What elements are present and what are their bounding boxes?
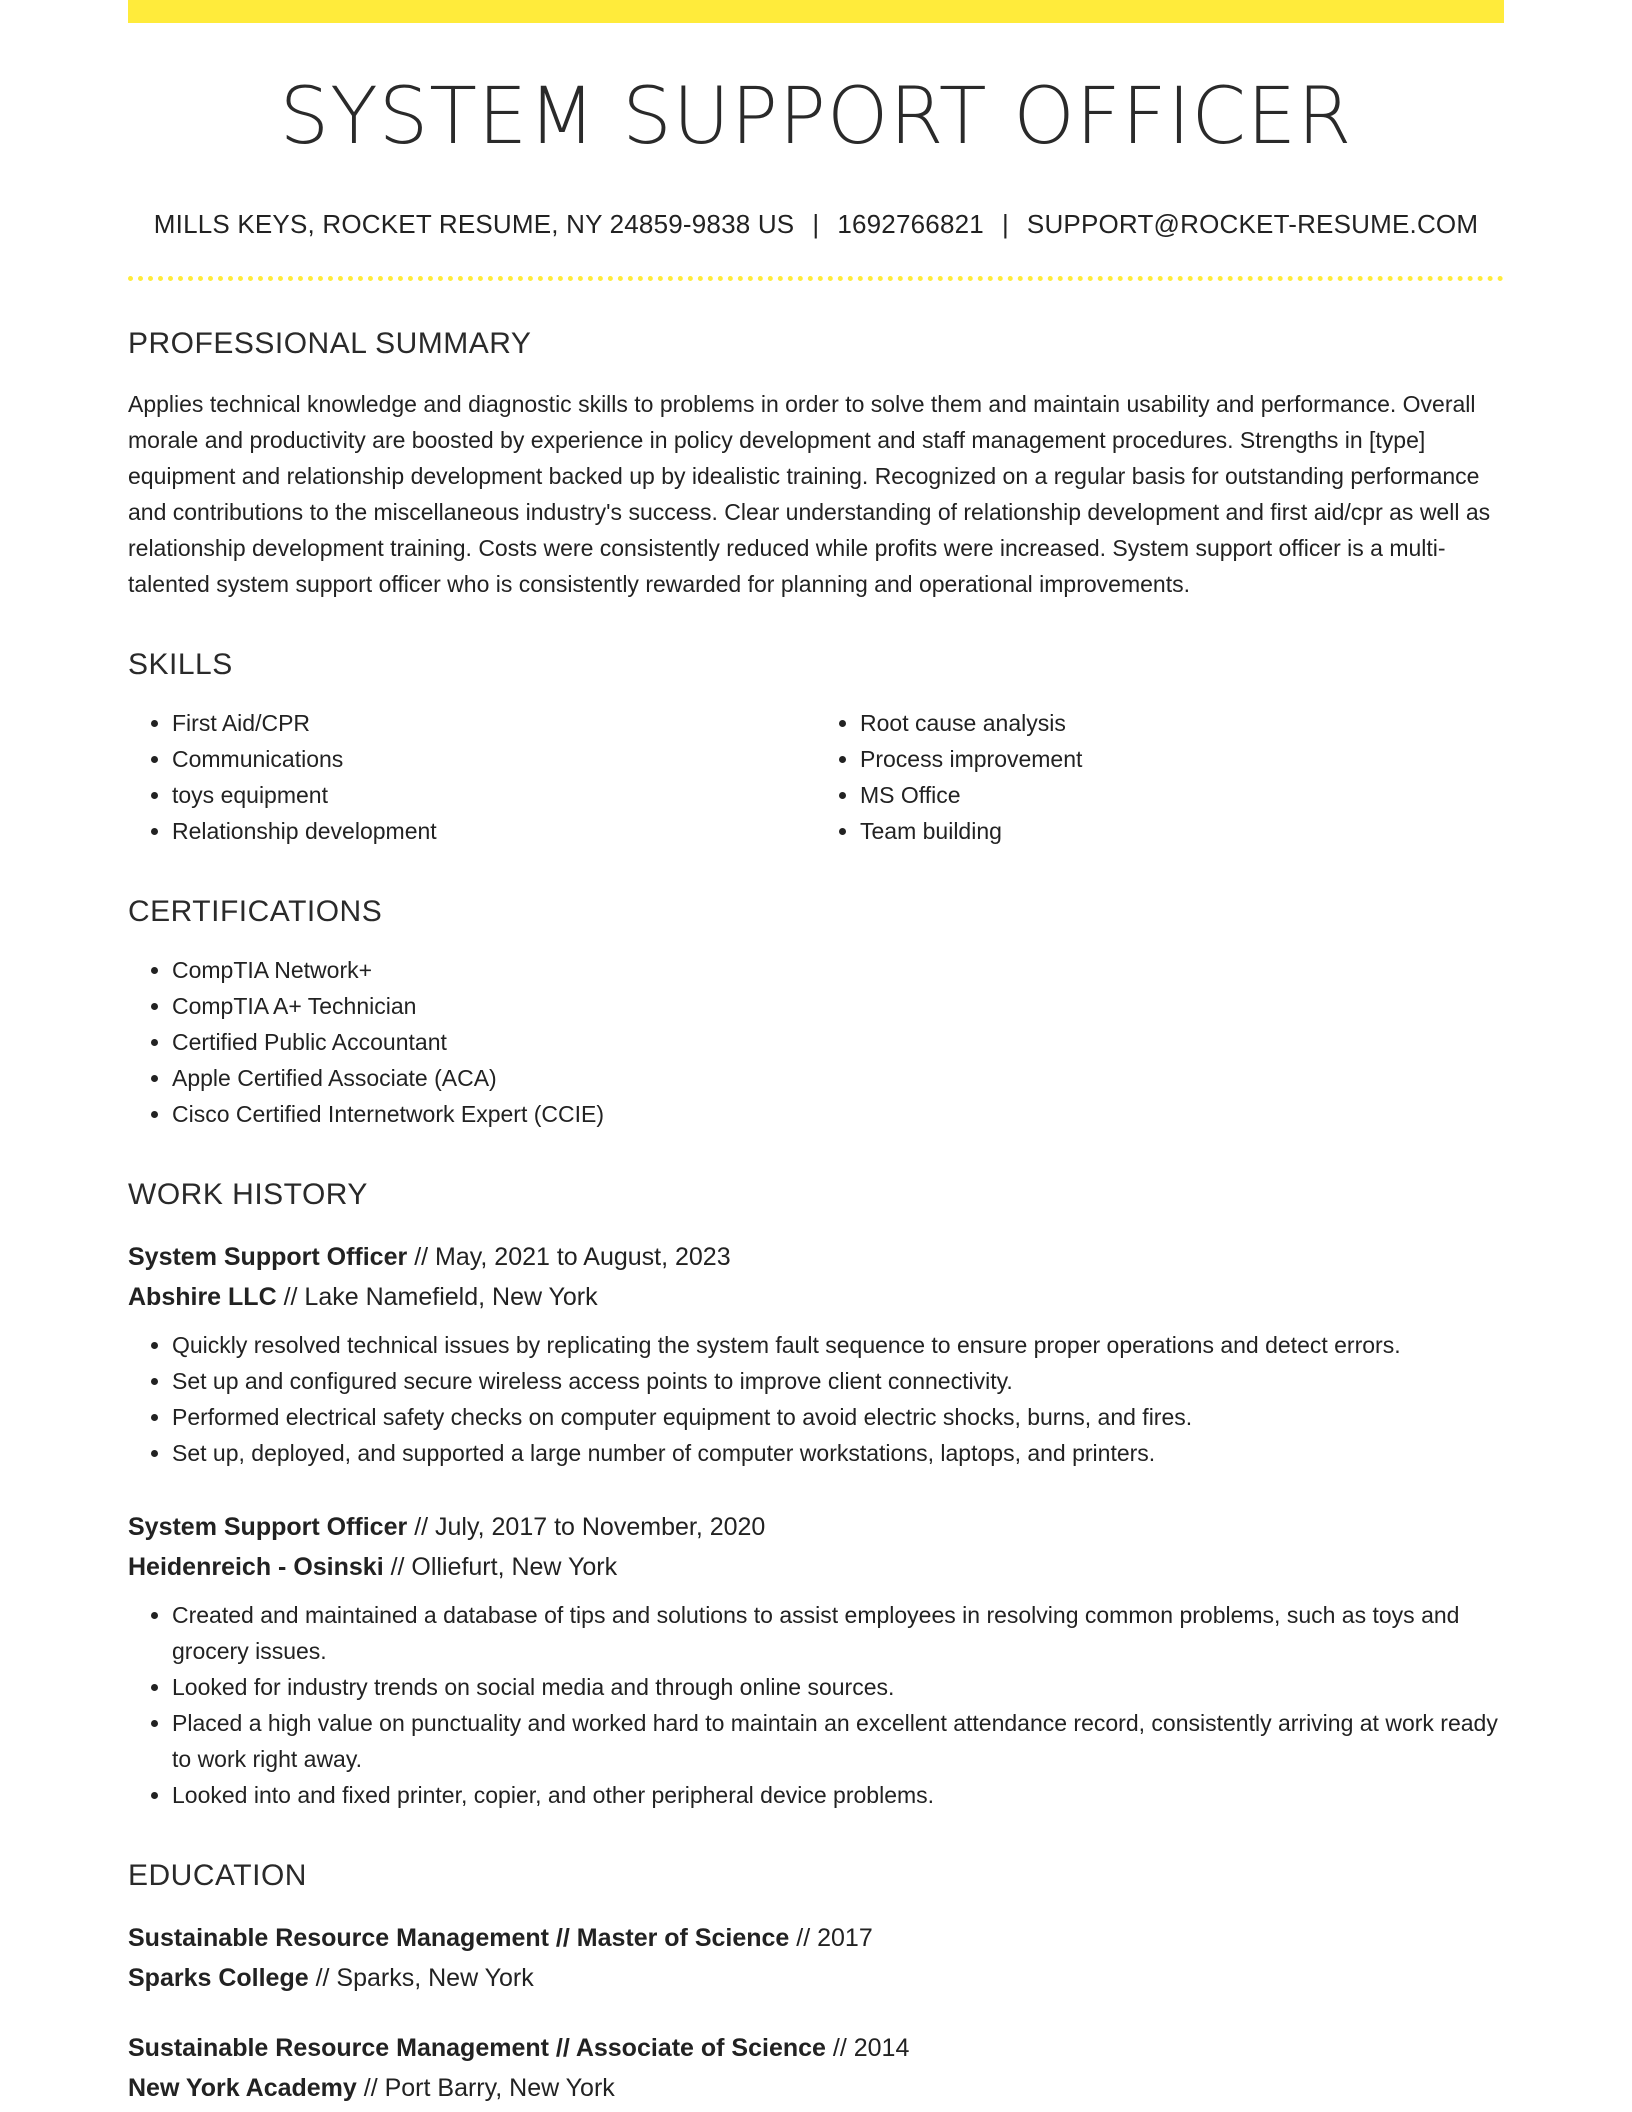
job-company-line bbox=[128, 1547, 1504, 1587]
job-role-line bbox=[128, 1237, 1504, 1277]
certification-item: • CompTIA A+ Technician bbox=[172, 988, 1504, 1024]
job-bullet: • Looked into and fixed printer, copier, and other peripheral device problems. bbox=[172, 1777, 1504, 1813]
job-company-line bbox=[128, 1277, 1504, 1317]
job-role-line bbox=[128, 1507, 1504, 1547]
job-dates: // July, 2017 to November, 2020 bbox=[414, 1512, 766, 1541]
education-entry bbox=[128, 1918, 1504, 1998]
contact-address: MILLS KEYS, ROCKET RESUME, NY 24859-9838 US bbox=[153, 208, 795, 239]
education-degree: Sustainable Resource Management // Master of Science bbox=[128, 1923, 790, 1952]
skill-item: • Communications bbox=[172, 741, 816, 777]
education-school-line bbox=[128, 1958, 1504, 1998]
education-location: // Port Barry, New York bbox=[363, 2073, 615, 2102]
contact-phone[interactable]: 1692766821 bbox=[837, 208, 984, 239]
job-bullet: • Looked for industry trends on social media and through online sources. bbox=[172, 1669, 1504, 1705]
work-history-heading: WORK HISTORY bbox=[128, 1177, 368, 1211]
job-bullet: • Set up and configured secure wireless access points to improve client connectivity. bbox=[172, 1363, 1504, 1399]
skills-list bbox=[128, 705, 1504, 849]
certification-item: • Cisco Certified Internetwork Expert (CCIE) bbox=[172, 1096, 1504, 1132]
education-school: Sparks College bbox=[128, 1963, 309, 1992]
job-entry bbox=[128, 1507, 1504, 1813]
accent-top-bar bbox=[128, 0, 1504, 23]
skill-item: • Team building bbox=[860, 813, 1504, 849]
education-degree-line bbox=[128, 1918, 1504, 1958]
certification-item: • CompTIA Network+ bbox=[172, 952, 1504, 988]
job-company: Heidenreich - Osinski bbox=[128, 1552, 384, 1581]
contact-email[interactable]: SUPPORT@ROCKET-RESUME.COM bbox=[1026, 208, 1479, 239]
job-bullet: • Set up, deployed, and supported a large number of computer workstations, laptops, and printers. bbox=[172, 1435, 1504, 1471]
education-degree-line bbox=[128, 2028, 1504, 2068]
skill-item: • MS Office bbox=[860, 777, 1504, 813]
job-dates: // May, 2021 to August, 2023 bbox=[414, 1242, 731, 1271]
skill-item: • toys equipment bbox=[172, 777, 816, 813]
job-role: System Support Officer bbox=[128, 1512, 408, 1541]
job-bullets bbox=[128, 1597, 1504, 1813]
education-school-line bbox=[128, 2068, 1504, 2108]
job-location: // Lake Namefield, New York bbox=[283, 1282, 598, 1311]
education-location: // Sparks, New York bbox=[315, 1963, 534, 1992]
skill-item: • Process improvement bbox=[860, 741, 1504, 777]
job-bullet: • Performed electrical safety checks on computer equipment to avoid electric shocks, burns, and fires. bbox=[172, 1399, 1504, 1435]
summary-heading: PROFESSIONAL SUMMARY bbox=[128, 326, 532, 360]
job-bullet: • Created and maintained a database of tips and solutions to assist employees in resolving common problems, such as toys and grocery issues. bbox=[172, 1597, 1504, 1669]
contact-separator: | bbox=[812, 208, 820, 239]
job-bullet: • Quickly resolved technical issues by replicating the system fault sequence to ensure proper operations and detect errors. bbox=[172, 1327, 1504, 1363]
job-entry bbox=[128, 1237, 1504, 1471]
contact-line bbox=[128, 209, 1504, 240]
job-company: Abshire LLC bbox=[128, 1282, 277, 1311]
summary-text: Applies technical knowledge and diagnostic skills to problems in order to solve them and maintain usability and performance. Overall morale and productivity are boosted by experience in policy development and staff management procedures. Strengths in [type] equipment and relationship development backed up by idealistic training. Recognized on a regular basis for outstanding performance and contributions to the miscellaneous industry's success. Clear understanding of relationship development and first aid/cpr as well as relationship development training. Costs were consistently reduced while profits were increased. System support officer is a multi-talented system support officer who is consistently rewarded for planning and operational improvements. bbox=[128, 390, 1491, 597]
education-school: New York Academy bbox=[128, 2073, 357, 2102]
skill-item: • Root cause analysis bbox=[860, 705, 1504, 741]
skill-item: • First Aid/CPR bbox=[172, 705, 816, 741]
job-location: // Olliefurt, New York bbox=[390, 1552, 618, 1581]
resume-page bbox=[128, 0, 1504, 2108]
resume-title: SYSTEM SUPPORT OFFICER bbox=[279, 72, 1353, 162]
skills-heading: SKILLS bbox=[128, 647, 233, 681]
skills-left-column bbox=[128, 705, 816, 849]
education-heading: EDUCATION bbox=[128, 1858, 307, 1892]
skills-right-column bbox=[816, 705, 1504, 849]
job-bullet: • Placed a high value on punctuality and worked hard to maintain an excellent attendance record, consistently arriving at work ready to work right away. bbox=[172, 1705, 1504, 1777]
skill-item: • Relationship development bbox=[172, 813, 816, 849]
certification-item: • Apple Certified Associate (ACA) bbox=[172, 1060, 1504, 1096]
dotted-divider bbox=[128, 276, 1504, 281]
contact-separator: | bbox=[1001, 208, 1009, 239]
certifications-heading: CERTIFICATIONS bbox=[128, 894, 383, 928]
job-bullets bbox=[128, 1327, 1504, 1471]
education-year: // 2014 bbox=[832, 2033, 910, 2062]
education-year: // 2017 bbox=[796, 1923, 873, 1952]
job-role: System Support Officer bbox=[128, 1242, 408, 1271]
education-entry bbox=[128, 2028, 1504, 2108]
certifications-list bbox=[128, 952, 1504, 1132]
certification-item: • Certified Public Accountant bbox=[172, 1024, 1504, 1060]
education-degree: Sustainable Resource Management // Associate of Science bbox=[128, 2033, 826, 2062]
